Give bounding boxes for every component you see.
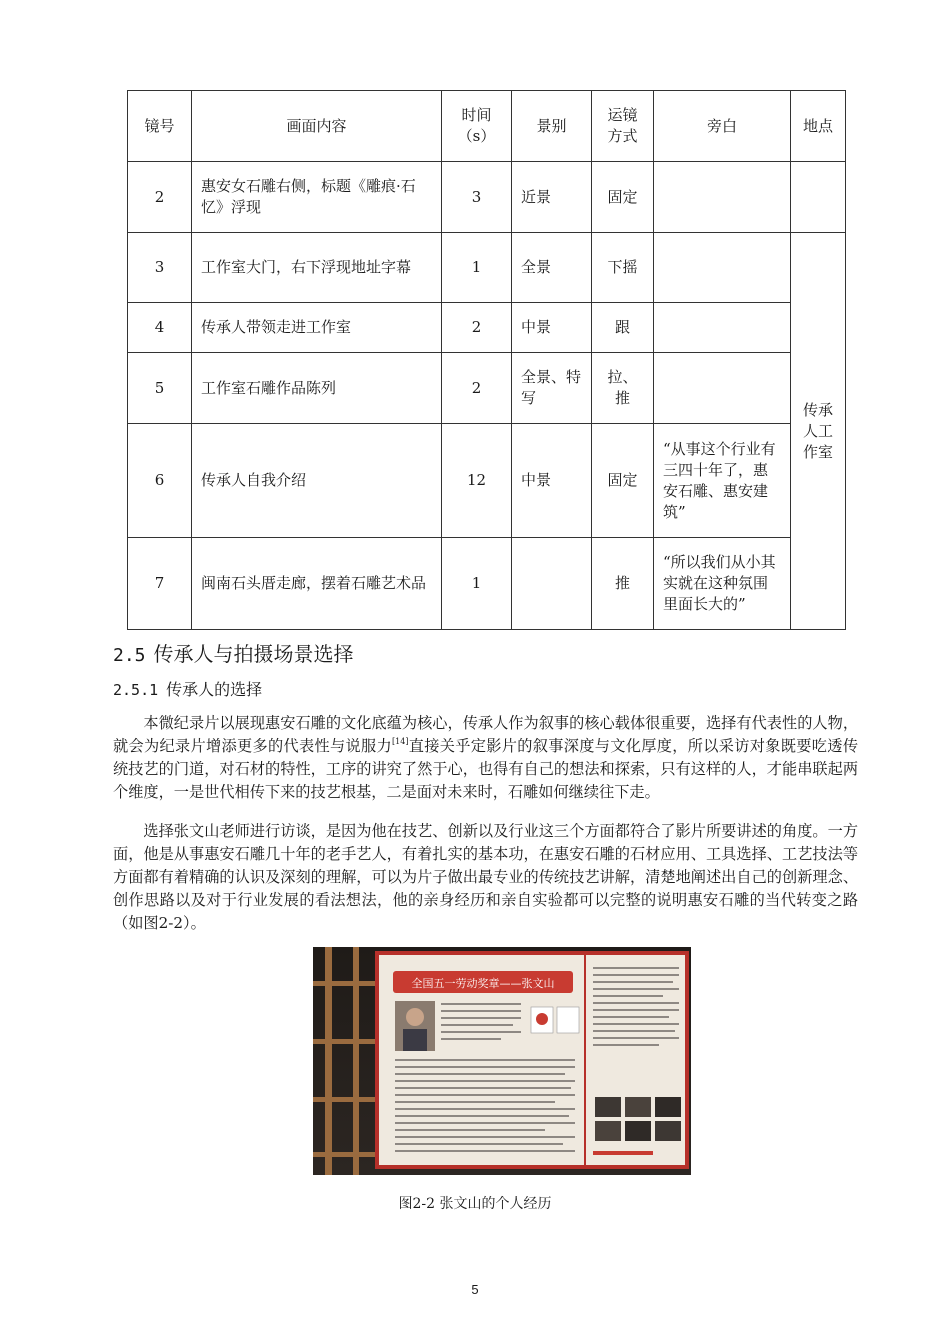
camera-cell: 固定 [592, 162, 654, 233]
location-merged-cell: 传承人工作室 [791, 233, 846, 630]
shot-size-cell: 中景 [512, 303, 592, 353]
content-cell: 传承人自我介绍 [192, 424, 442, 538]
body-paragraph [113, 712, 858, 804]
narration-cell [654, 353, 791, 424]
header-location: 地点 [791, 91, 846, 162]
header-duration: 时间 （s） [442, 91, 512, 162]
shot-number-cell: 7 [128, 538, 192, 630]
paragraph-text: 本微纪录片以展现惠安石雕的文化底蕴为核心，传承人作为叙事的核心载体很重要，选择有代表性的人物，就会为纪录片增添更多的代表性与说服力 [113, 714, 858, 755]
paragraph-text: 直接关乎定影片的叙事深度与文化厚度，所以采访对象既要吃透传统技艺的门道，对石材的特性，工序的讲究了然于心，也得有自己的想法和探索，只有这样的人，才能串联起两个维度，一是世代相传下来的技艺根基，二是面对未来时，石雕如何继续往下走。 [113, 737, 859, 801]
camera-cell: 推 [592, 538, 654, 630]
header-narration: 旁白 [654, 91, 791, 162]
duration-cell: 2 [442, 303, 512, 353]
narration-cell [654, 303, 791, 353]
storyboard-table [127, 90, 846, 630]
shot-size-cell: 全景、特写 [512, 353, 592, 424]
honor-board [377, 953, 687, 1167]
header-content: 画面内容 [192, 91, 442, 162]
duration-cell: 1 [442, 538, 512, 630]
shot-size-cell: 近景 [512, 162, 592, 233]
subsection-title: 传承人的选择 [166, 680, 263, 699]
body-paragraph: 选择张文山老师进行访谈，是因为他在技艺、创新以及行业这三个方面都符合了影片所要讲述的角度。一方面，他是从事惠安石雕几十年的老手艺人，有着扎实的基本功，在惠安石雕的石材应用、工具选择、工艺技法等方面都有着精确的认识及深刻的理解，可以为片子做出最专业的传统技艺讲解，清楚地阐述出自己的创新理念、创作思路以及对于行业发展的看法想法，他的亲身经历和亲自实验都可以完整的说明惠安石雕的当代转变之路（如图2-2）。 [113, 822, 858, 932]
narration-cell: “从事这个行业有三四十年了，惠安石雕、惠安建筑” [654, 424, 791, 538]
shot-number-cell: 5 [128, 353, 192, 424]
shot-size-cell [512, 538, 592, 630]
shot-number-cell: 2 [128, 162, 192, 233]
poster-title: 全国五一劳动奖章——张文山 [411, 977, 555, 990]
table-row [128, 424, 846, 538]
content-cell: 工作室石雕作品陈列 [192, 353, 442, 424]
content-cell: 闽南石头厝走廊，摆着石雕艺术品 [192, 538, 442, 630]
narration-cell: “所以我们从小其实就在这种氛围里面长大的” [654, 538, 791, 630]
section-heading [113, 640, 354, 670]
content-cell: 传承人带领走进工作室 [192, 303, 442, 353]
duration-cell: 3 [442, 162, 512, 233]
figure-caption: 图2-2 张文山的个人经历 [398, 1196, 552, 1212]
content-cell: 工作室大门，右下浮现地址字幕 [192, 233, 442, 303]
subsection-number: 2.5.1 [113, 681, 159, 699]
table-row [128, 353, 846, 424]
section-title: 传承人与拍摄场景选择 [153, 642, 354, 666]
duration-cell: 2 [442, 353, 512, 424]
shot-size-cell: 中景 [512, 424, 592, 538]
citation-ref: [14] [392, 737, 409, 746]
shot-number-cell: 3 [128, 233, 192, 303]
camera-cell: 拉、推 [592, 353, 654, 424]
shot-number-cell: 6 [128, 424, 192, 538]
page-number: 5 [471, 1282, 479, 1297]
table-row [128, 233, 846, 303]
location-cell [791, 162, 846, 233]
narration-cell [654, 233, 791, 303]
header-shot-size: 景别 [512, 91, 592, 162]
camera-cell: 下摇 [592, 233, 654, 303]
camera-cell: 固定 [592, 424, 654, 538]
shot-size-cell: 全景 [512, 233, 592, 303]
table-row [128, 303, 846, 353]
table-header-row [128, 91, 846, 162]
subsection-heading [113, 678, 262, 702]
narration-cell [654, 162, 791, 233]
duration-cell: 12 [442, 424, 512, 538]
shot-number-cell: 4 [128, 303, 192, 353]
table-row [128, 538, 846, 630]
honor-board-photo [313, 947, 691, 1175]
duration-cell: 1 [442, 233, 512, 303]
header-shot-number: 镜号 [128, 91, 192, 162]
table-row [128, 162, 846, 233]
header-camera-movement: 运镜 方式 [592, 91, 654, 162]
section-number: 2.5 [113, 645, 146, 666]
figure-photo [313, 947, 691, 1175]
content-cell: 惠安女石雕右侧，标题《雕痕·石忆》浮现 [192, 162, 442, 233]
camera-cell: 跟 [592, 303, 654, 353]
